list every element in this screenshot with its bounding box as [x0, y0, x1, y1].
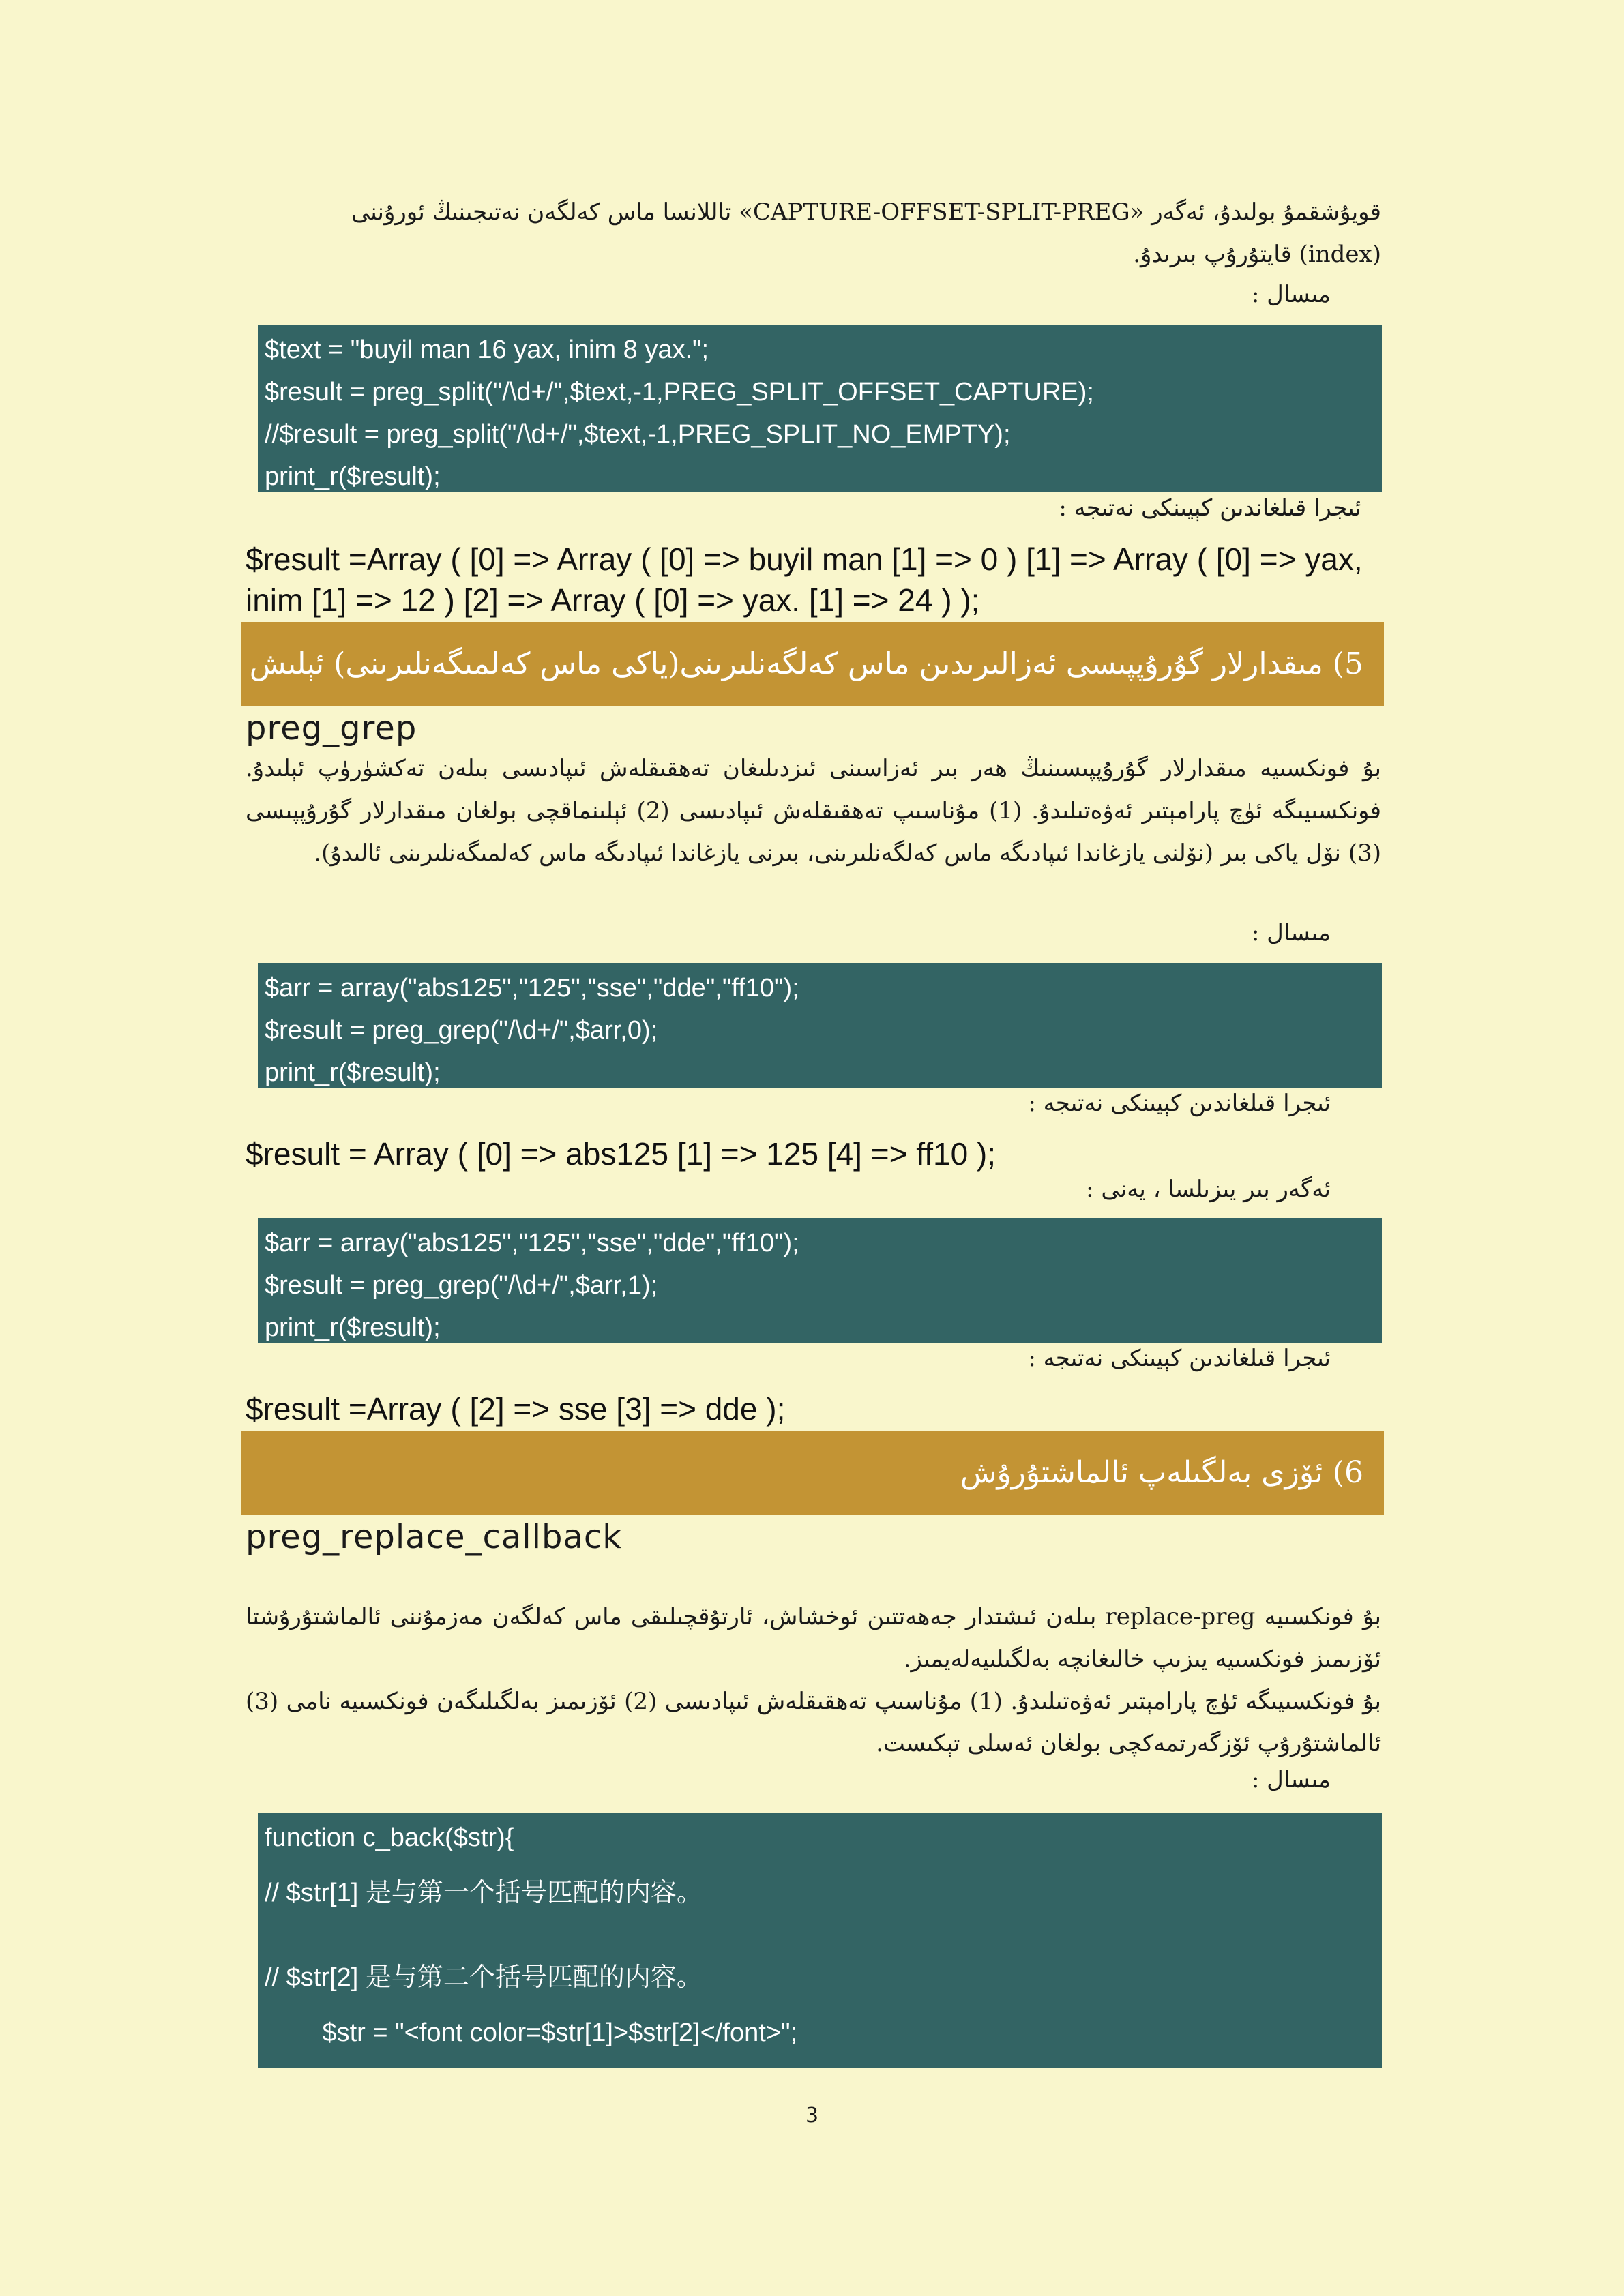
result-split: $result =Array ( [0] => Array ( [0] => buyil man [1] => 0 ) [1] => Array ( [0] => yax, inim [1] => 12 ) [2] => Array ( [0] => yax. [1] => 24 ) ); — [246, 541, 1363, 618]
section-heading: 6) ئۆزى بەلگىلەپ ئالماشتۇرۇش — [241, 1431, 1384, 1515]
code-line: print_r($result); — [265, 1058, 441, 1087]
section-heading: 5) مىقدارلار گۇرۇپپىسى ئەزالىرىدىن ماس كەلگەنلىرىنى(ياكى ماس كەلمىگەنلىرىنى) ئېلىش — [241, 622, 1384, 706]
code-line: $result = preg_grep("/\d+/",$arr,0); — [265, 1016, 658, 1045]
code-line: $str = "<font color=$str[1]>$str[2]</font>"; — [265, 2018, 798, 2047]
function-name: preg_replace_callback — [246, 1518, 623, 1556]
section-paragraph: بۇ فونكسىيە مىقدارلار گۇرۇپپىسىنىڭ ھەر بىر ئەزاسىنى ئىزدىلىغان تەھقىقلەش ئىپادىسى بىلەن تەكشۈرۈپ ئېلىدۇ. فونكسىيىگە ئۈچ پارامېتىر ئەۋەتىلىدۇ. (1) مۇناسىپ تەھقىقلەش ئىپادىسى (2) ئېلىنماقچى بولغان مىقدارلار گۇرۇپپىسى (3) نۆل ياكى بىر (نۆلنى يازغاندا ئىپادىگە ماس كەلگەنلىرىنى، بىرنى يازغاندا ئىپادىگە ماس كەلمىگەنلىرىنى ئالىدۇ). — [246, 755, 1381, 867]
code-line: function c_back($str){ — [265, 1823, 514, 1852]
code-line: $arr = array("abs125","125","sse","dde","ff10"); — [265, 974, 799, 1002]
example-label: مىسال : — [1251, 1766, 1331, 1793]
code-line: print_r($result); — [265, 462, 441, 491]
code-block-grep-0 — [258, 963, 1382, 1088]
result-label: ئىجرا قىلغاندىن كېيىنكى نەتىجە : — [1059, 494, 1361, 522]
intro-line-2: (index) قايتۇرۇپ بىرىدۇ. — [1133, 241, 1381, 268]
function-name: preg_grep — [246, 709, 417, 747]
example-label: مىسال : — [1251, 919, 1331, 946]
code-line: $text = "buyil man 16 yax, inim 8 yax."; — [265, 336, 709, 364]
code-line: // $str[2] 是与第二个括号匹配的内容。 — [265, 1963, 703, 1992]
page-number: 3 — [805, 2104, 819, 2128]
code-block-callback — [258, 1813, 1382, 2068]
if-one-label: ئەگەر بىر يىزىلسا ، يەنى : — [1086, 1176, 1331, 1203]
result-grep-0: $result = Array ( [0] => abs125 [1] => 125 [4] => ff10 ); — [246, 1136, 996, 1172]
code-block-split — [258, 325, 1382, 492]
code-line: //$result = preg_split("/\d+/",$text,-1,PREG_SPLIT_NO_EMPTY); — [265, 420, 1011, 449]
result-label: ئىجرا قىلغاندىن كېيىنكى نەتىجە : — [1028, 1090, 1331, 1117]
code-block-grep-1 — [258, 1218, 1382, 1343]
code-line: print_r($result); — [265, 1313, 441, 1342]
intro-line-1: قويۇشقمۇ بولىدۇ، ئەگەر «CAPTURE-OFFSET-SPLIT-PREG» تاللانسا ماس كەلگەن نەتىجىنىڭ ئورۇننى — [351, 198, 1381, 226]
code-line: $result = preg_grep("/\d+/",$arr,1); — [265, 1271, 658, 1300]
code-line: $arr = array("abs125","125","sse","dde","ff10"); — [265, 1229, 799, 1257]
section-paragraph-2: بۇ فونكسىيىگە ئۈچ پارامېتىر ئەۋەتىلىدۇ. (1) مۇناسىپ تەھقىقلەش ئىپادىسى (2) ئۆزىمىز بەلگىلىگەن فونكسىيە نامى (3) ئالماشتۇرۇپ ئۆزگەرتمەكچى بولغان ئەسلى تېكىست. — [246, 1688, 1382, 1757]
example-label: مىسال : — [1251, 281, 1331, 308]
result-grep-1: $result =Array ( [2] => sse [3] => dde ); — [246, 1391, 786, 1427]
section-paragraph-1: بۇ فونكسىيە replace-preg بىلەن ئىشتدار جەھەتتىن ئوخشاش، ئارتۇقچىلىقى ماس كەلگەن مەزمۇننى ئالماشتۇرۇشتا ئۆزىمىز فونكسىيە يىزىپ خالىغانچە بەلگىلىيەلەيمىز. — [246, 1603, 1381, 1673]
code-line: $result = preg_split("/\d+/",$text,-1,PREG_SPLIT_OFFSET_CAPTURE); — [265, 378, 1094, 406]
code-line: // $str[1] 是与第一个括号匹配的内容。 — [265, 1879, 703, 1907]
result-label: ئىجرا قىلغاندىن كېيىنكى نەتىجە : — [1028, 1345, 1331, 1372]
